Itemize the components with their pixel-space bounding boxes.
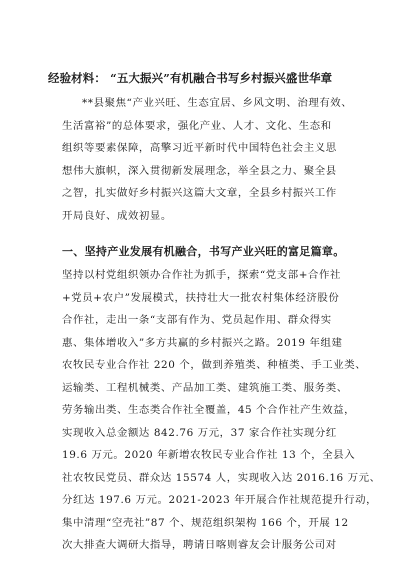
text-line: +党员+农户”发展模式，扶持壮大一批农村集体经济股份 xyxy=(62,291,340,304)
text-line: 惠、集体增收入”多方共赢的乡村振兴之路。2019 年组建 xyxy=(62,336,343,349)
intro-paragraph xyxy=(62,92,352,227)
text-line: 分红达 197.6 万元。2021-2023 年开展合作社规范提升行动， xyxy=(62,494,378,506)
text-line: 劳务输出类、生态类合作社全覆盖，45 个合作社产生效益， xyxy=(62,404,356,416)
text-line: 实现收入总金额达 842.76 万元，37 家合作社实现分红 xyxy=(62,426,337,439)
text-line: **县聚焦“产业兴旺、生态宜居、乡风文明、治理有效、 xyxy=(82,97,353,109)
document-title: 经验材料： “五大振兴”有机融合书写乡村振兴盛世华章 xyxy=(48,71,333,85)
text-line: 集中清理“空壳社”87 个、规范组织架构 166 个，开展 12 xyxy=(62,516,349,529)
section-body-paragraph xyxy=(62,264,381,557)
text-line: 坚持以村党组织领办合作社为抓手，探索“党支部+合作社 xyxy=(62,269,341,281)
text-line: 社农牧民党员、群众达 15574 人，实现收入达 2016.16 万元、 xyxy=(62,471,381,484)
text-line: 次大排查大调研大指导，聘请日喀则睿友会计服务公司对 xyxy=(62,539,337,551)
text-line: 之智，扎实做好乡村振兴这篇大文章，全县乡村振兴工作 xyxy=(62,187,337,199)
text-line: 运输类、工程机械类、产品加工类、建筑施工类、服务类、 xyxy=(62,381,348,394)
text-line: 想伟大旗帜，深入贯彻新发展理念，举全县之力、聚全县 xyxy=(62,164,337,177)
text-line: 19.6 万元。2020 年新增农牧民专业合作社 13 个，全县入 xyxy=(62,449,356,461)
text-line: 农牧民专业合作社 220 个，做到养殖类、种植类、手工业类、 xyxy=(62,359,367,371)
text-line: 生活富裕”的总体要求，强化产业、人才、文化、生态和 xyxy=(62,119,332,132)
section-heading: 一、坚持产业发展有机融合，书写产业兴旺的富足篇章。 xyxy=(62,245,345,258)
text-line: 合作社，走出一条“支部有作为、党员起作用、群众得实 xyxy=(62,314,332,326)
text-line: 开局良好、成效初显。 xyxy=(62,209,172,222)
text-line: 组织等要素保障，高擎习近平新时代中国特色社会主义思 xyxy=(62,142,337,154)
